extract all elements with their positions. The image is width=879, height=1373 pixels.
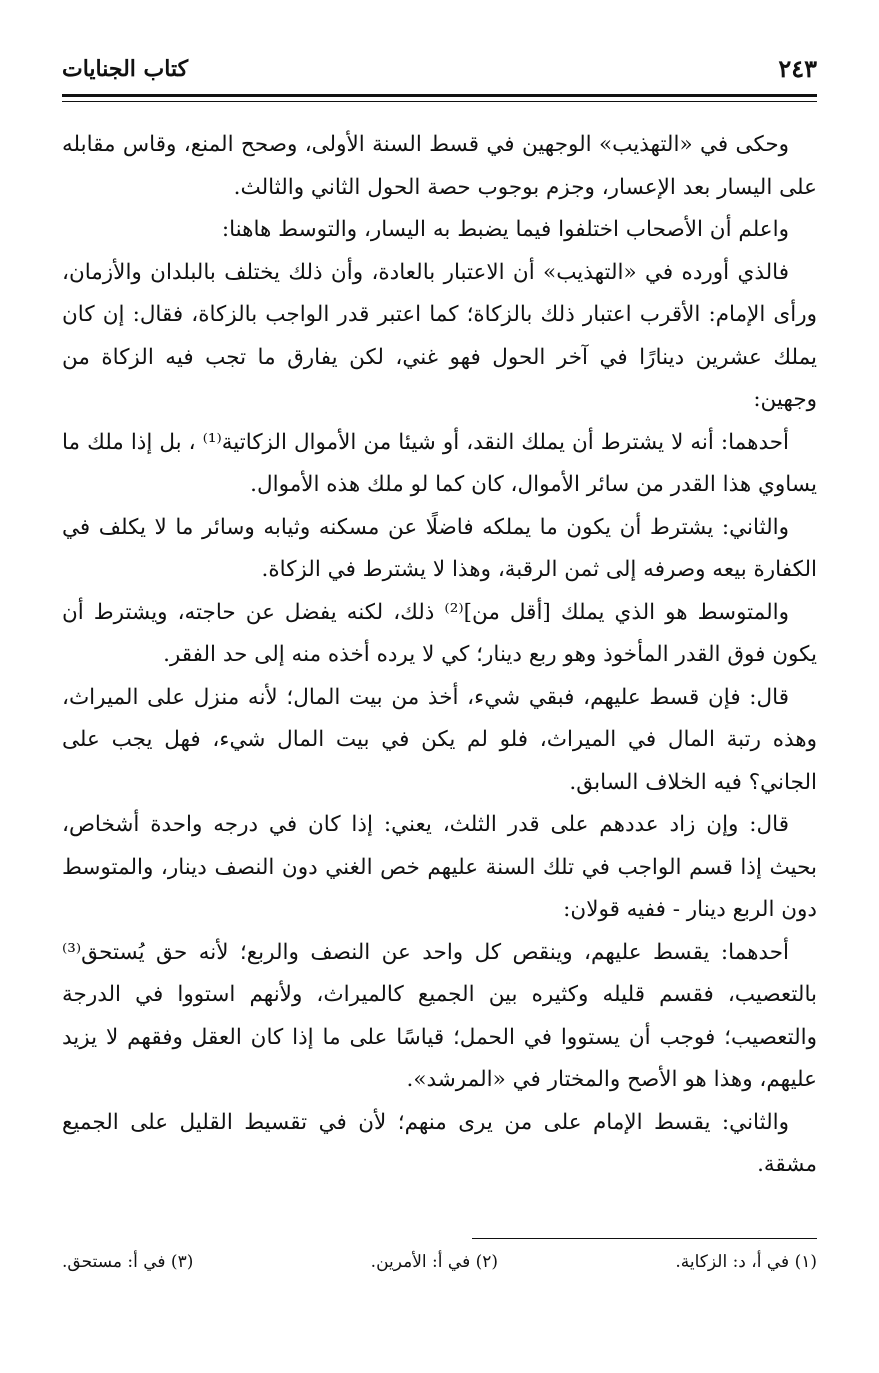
paragraph: أحدهما: يقسط عليهم، وينقص كل واحد عن النصف والربع؛ لأنه حق يُستحق⁽³⁾ بالتعصيب، فقسم قليله وكثيره بين الجميع كالميراث، ولأنهم استووا في الدرجة والتعصيب؛ فوجب أن يستووا في الحمل؛ قياسًا على ما إذا كان العقل وفقهم لا يزيد عليهم، وهذا هو الأصح والمختار في «المرشد». [62,939,817,1092]
running-title: كتاب الجنايات [62,56,189,82]
paragraph: قال: وإن زاد عددهم على قدر الثلث، يعني: إذا كان في درجه واحدة أشخاص، بحيث إذا قسم الواجب في تلك السنة عليهم خص الغني دون النصف دينار، والمتوسط دون الربع دينار - ففيه قولان: [62,812,817,922]
paragraph: واعلم أن الأصحاب اختلفوا فيما يضبط به اليسار، والتوسط هاهنا: [221,217,789,242]
paragraph: فالذي أورده في «التهذيب» أن الاعتبار بالعادة، وأن ذلك يختلف بالبلدان والأزمان، ورأى الإمام: الأقرب اعتبار ذلك بالزكاة؛ كما اعتبر قدر الواجب بالزكاة، فقال: إن كان يملك عشرين دينارًا في آخر الحول فهو غني، لكن يفارق ما تجب فيه الزكاة من وجهين: [62,259,817,412]
footnotes [62,1252,817,1272]
paragraph: والثاني: يشترط أن يكون ما يملكه فاضلًا عن مسكنه وثيابه وسائر ما لا يكلف في الكفارة بيعه وصرفه إلى ثمن الرقبة، وهذا لا يشترط في الزكاة. [62,514,817,582]
paragraph: والثاني: يقسط الإمام على من يرى منهم؛ لأن في تقسيط القليل على الجميع مشقة. [62,1109,817,1177]
header-rule-thin [62,101,817,102]
paragraph: وحكى في «التهذيب» الوجهين في قسط السنة الأولى، وصحح المنع، وقاس مقابله على اليسار بعد الإعسار، وجزم بوجوب حصة الحول الثاني والثالث. [62,132,817,200]
body-text [62,124,817,1187]
footnote-1: (١) في أ، د: الزكاية. [675,1252,817,1272]
footnote-3: (٣) في أ: مستحق. [62,1252,194,1272]
footnote-rule [472,1238,817,1239]
paragraph: أحدهما: أنه لا يشترط أن يملك النقد، أو شيئا من الأموال الزكاتية⁽¹⁾ ، بل إذا ملك ما يساوي هذا القدر من سائر الأموال، كان كما لو ملك هذه الأموال. [62,429,817,497]
paragraph: والمتوسط هو الذي يملك [أقل من]⁽²⁾ ذلك، لكنه يفضل عن حاجته، ويشترط أن يكون فوق القدر المأخوذ وهو ربع دينار؛ كي لا يرده أخذه منه إلى حد الفقر. [62,599,817,667]
footnote-2: (٢) في أ: الأمرين. [370,1252,499,1272]
paragraph: قال: فإن قسط عليهم، فبقي شيء، أخذ من بيت المال؛ لأنه منزل على الميراث، وهذه رتبة المال في الميراث، فلو لم يكن في بيت المال شيء، فهل يجب على الجاني؟ فيه الخلاف السابق. [62,684,817,795]
header-rule-thick [62,94,817,97]
page-number: ٢٤٣ [778,54,817,83]
page-header [62,52,817,92]
